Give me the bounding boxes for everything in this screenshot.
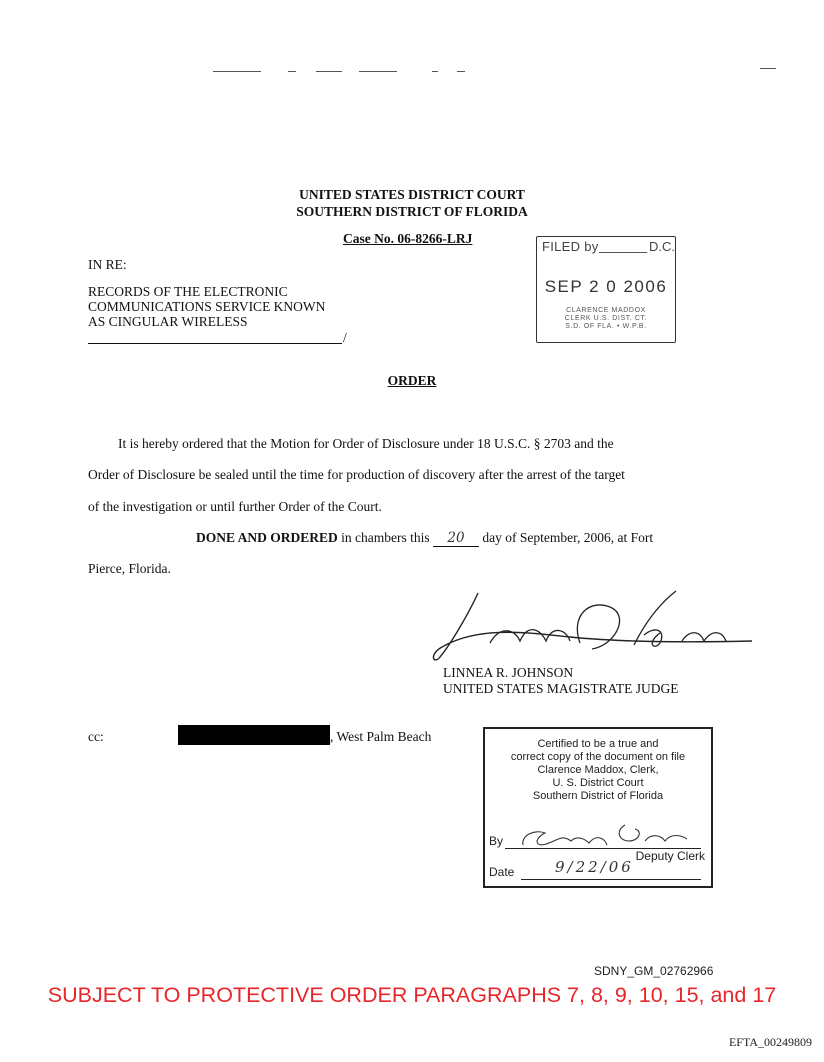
caption-line-1: RECORDS OF THE ELECTRONIC: [88, 284, 288, 299]
cert-line-2: correct copy of the document on file: [510, 751, 686, 763]
order-paragraph-line-3: of the investigation or until further Order of the Court.: [88, 499, 382, 514]
cert-by-label: By: [489, 834, 504, 848]
cert-line-4: U. S. District Court: [552, 777, 644, 789]
cert-line-3: Clarence Maddox, Clerk,: [537, 764, 659, 776]
done-and-ordered-line: [196, 530, 653, 547]
case-number: Case No. 06-8266-LRJ: [343, 231, 473, 246]
filed-clerk-district: S.D. OF FLA. • W.P.B.: [565, 323, 647, 330]
filed-stamp: [536, 236, 676, 343]
in-re-label: IN RE:: [88, 257, 127, 272]
caption-line-2: COMMUNICATIONS SERVICE KNOWN: [88, 299, 326, 314]
cert-date-value: 9/22/06: [555, 858, 634, 876]
cert-line-1: Certified to be a true and: [537, 738, 659, 750]
cc-label: cc:: [88, 729, 104, 744]
filed-clerk-court: CLERK U.S. DIST. CT.: [564, 315, 648, 322]
caption-slash: /: [343, 330, 347, 345]
order-title: ORDER: [387, 373, 437, 388]
caption-underline: [88, 343, 342, 344]
order-paragraph-line-2: Order of Disclosure be sealed until the time for production of discovery after the arrest of the target: [88, 467, 625, 482]
court-district: SOUTHERN DISTRICT OF FLORIDA: [296, 204, 528, 219]
deputy-signature: [515, 805, 695, 849]
judge-title: UNITED STATES MAGISTRATE JUDGE: [443, 681, 679, 696]
bates-number: SDNY_GM_02762966: [594, 964, 714, 978]
filed-dc-label: D.C.: [649, 239, 675, 254]
filed-clerk-name: CLARENCE MADDOX: [566, 307, 646, 314]
done-text-1: in chambers this: [337, 530, 433, 545]
cert-date-label: Date: [489, 865, 515, 879]
filed-by-blank: [599, 252, 647, 253]
done-text-2: day of September, 2006, at Fort: [479, 530, 654, 545]
done-day-handwritten: 20: [433, 530, 479, 547]
cc-location: , West Palm Beach: [330, 729, 432, 744]
judge-name: LINNEA R. JOHNSON: [443, 665, 574, 680]
court-name: UNITED STATES DISTRICT COURT: [299, 187, 525, 202]
certification-stamp: [483, 727, 713, 888]
cert-line-5: Southern District of Florida: [532, 790, 664, 802]
done-location-line: Pierce, Florida.: [88, 561, 171, 576]
filed-date: SEP 2 0 2006: [544, 277, 668, 296]
protective-order-notice: SUBJECT TO PROTECTIVE ORDER PARAGRAPHS 7, 8, 9, 10, 15, and 17: [47, 983, 777, 1007]
cert-date-line: [521, 879, 701, 880]
caption-line-3: AS CINGULAR WIRELESS: [88, 314, 248, 329]
order-paragraph-line-1: It is hereby ordered that the Motion for Order of Disclosure under 18 U.S.C. § 2703 and the: [118, 436, 614, 451]
redaction-box: [178, 725, 330, 745]
done-and-ordered-bold: DONE AND ORDERED: [196, 530, 338, 545]
judge-signature: [420, 585, 760, 670]
efta-number: EFTA_00249809: [728, 1035, 812, 1049]
filed-by-label: FILED by: [542, 239, 599, 254]
cert-deputy-clerk-label: Deputy Clerk: [635, 849, 705, 863]
